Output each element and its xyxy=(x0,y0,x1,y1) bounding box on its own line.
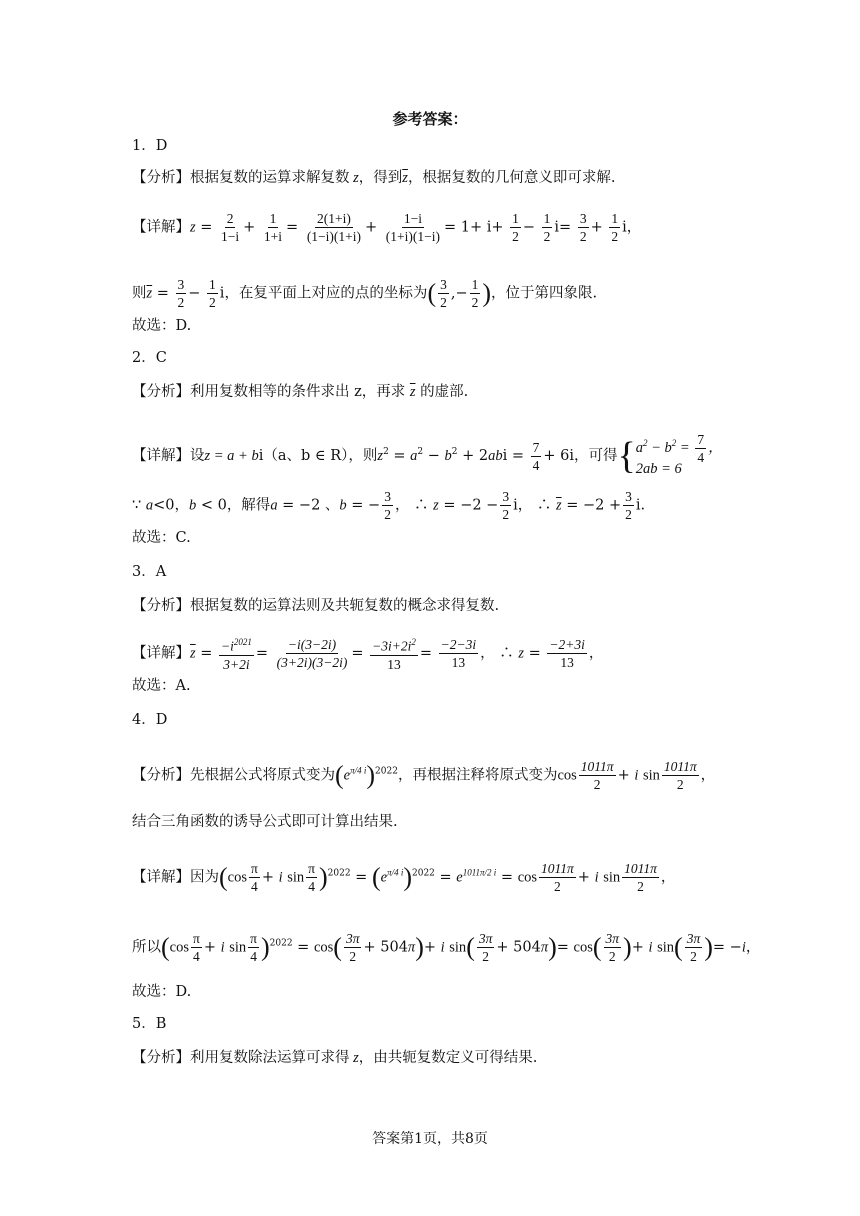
q4-analysis: 【分析】先根据公式将原式变为$(e^{\pi/4 i})^{2022}$，再根据注释将原式变为cos $\frac{1011\pi}{2}$ + i sin $\frac{1011\pi}{2}$ ， xyxy=(132,759,716,792)
q4-so: 所以(cos $\frac{\pi}{4}$ + i sin $\frac{\pi}{4}$ )$^{2022}$ = cos( $\frac{3\pi}{2}$ + 504π)+ i sin( $\frac{3\pi}{2}$ + 504π)= cos( $\frac{3\pi}{2}$ )+ i sin( $\frac{3\pi}{2}$ )= −i， xyxy=(132,931,761,964)
q2-analysis: 【分析】利用复数相等的条件求出 z，再求 $\overline{z}$ 的虚部. xyxy=(132,384,469,400)
q4-number: 4．D xyxy=(132,712,168,728)
q4-detail: 【详解】因为(cos $\frac{\pi}{4}$ + i sin $\frac{\pi}{4}$ )$^{2022} = (e^{\pi/4 i})^{2022} = e^{1011\pi/2 i} = \cos$ $\frac{1011\pi}{2}$ + i sin $\frac{1011\pi}{2}$ ， xyxy=(132,861,676,894)
q2-detail: 【详解】设z = a + bi（a、b ∈ R），则$z^2 = a^2 - b^2 + 2abi$ = $\frac{7}{4}$ + 6i，可得{ $a^2 - b^2$ = $\frac{7}{4}$ ， 2ab = 6 xyxy=(132,432,723,477)
q4-analysis-cont: 结合三角函数的诱导公式即可计算出结果. xyxy=(132,814,398,830)
q3-choice: 故选：A. xyxy=(132,678,191,694)
q2-number: 2．C xyxy=(132,350,167,366)
q4-choice: 故选：D. xyxy=(132,984,192,1000)
q5-analysis: 【分析】利用复数除法运算可求得 z，由共轭复数定义可得结果. xyxy=(132,1050,538,1066)
q1-analysis: 【分析】根据复数的运算求解复数 z，得到$\overline{z}$，根据复数的几何意义即可求解. xyxy=(132,170,616,186)
q2-solve: ∵ a<0，b < 0，解得a = −2 、b = − $\frac{3}{2}$ ， ∴ z = −2 − $\frac{3}{2}$ i， ∴ $\overline{z} = -2$ + $\frac{3}{2}$ i. xyxy=(132,489,646,522)
q1-conclusion: 则$\overline{z}$ = $\frac{3}{2}$ − $\frac{1}{2}$ i，在复平面上对应的点的坐标为( $\frac{3}{2}$ ,− $\frac{1}{2}$ )，位于第四象限. xyxy=(132,277,598,310)
q5-number: 5．B xyxy=(132,1016,167,1032)
q3-analysis: 【分析】根据复数的运算法则及共轭复数的概念求得复数. xyxy=(132,598,500,614)
q3-detail: 【详解】$\overline{z}$ = $\frac{-i^{2021}}{3+2i}$ = $\frac{-i(3-2i)}{(3+2i)(3-2i)}$ = $\frac{-3i+2i^2}{13}$ = $\frac{-2-3i}{13}$ ， ∴ z = $\frac{-2+3i}{13}$ ， xyxy=(132,634,603,673)
page-footer: 答案第1页，共8页 xyxy=(372,1131,488,1147)
q1-number: 1．D xyxy=(132,138,168,154)
page-title: 参考答案： xyxy=(392,110,468,128)
q1-detail: 【详解】z = $\frac{2}{1-i}$ + $\frac{1}{1+i}$ = $\frac{2(1+i)}{(1-i)(1+i)}$ + $\frac{1-i}{(1+i)(1-i)}$ = 1+ i+ $\frac{1}{2}$ − $\frac{1}{2}$ i= $\frac{3}{2}$ + $\frac{1}{2}$ i， xyxy=(132,211,642,244)
q1-choice: 故选：D. xyxy=(132,318,192,334)
q1-analysis-tag: 【分析】 xyxy=(132,170,190,186)
q3-number: 3．A xyxy=(132,564,167,580)
q2-choice: 故选：C. xyxy=(132,530,191,546)
